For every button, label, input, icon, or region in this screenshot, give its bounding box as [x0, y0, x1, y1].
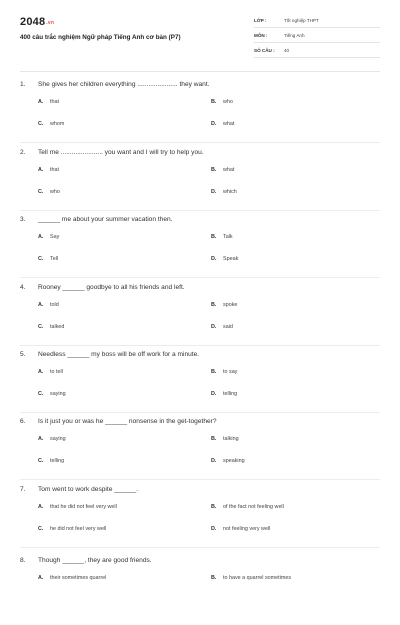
option-letter: C. — [38, 391, 44, 397]
question-text: Though ______, they are good friends. — [38, 557, 152, 564]
question-text: Tell me ....................... you want and I will try to help you. — [38, 149, 204, 156]
site-logo[interactable] — [20, 16, 54, 28]
question-text: Tom went to work despite ______. — [38, 486, 139, 493]
meta-class-label: LỚP : — [254, 18, 267, 23]
question-divider — [20, 277, 380, 278]
question-divider — [20, 547, 380, 548]
option-text: of the fact not feeling well — [223, 504, 284, 510]
option-letter: D. — [211, 526, 217, 532]
option-text: telling — [223, 391, 238, 397]
question-number: 1. — [20, 81, 26, 88]
question-divider — [20, 412, 380, 413]
option-letter: C. — [38, 189, 44, 195]
meta-count-value: 40 — [284, 48, 290, 53]
option-text: whom — [50, 121, 65, 127]
option-text: talked — [50, 324, 65, 330]
option-text: told — [50, 302, 59, 308]
question-text: She gives her children everything ...................... they want. — [38, 81, 210, 88]
option-letter: B. — [211, 167, 217, 173]
question-4 — [20, 284, 380, 352]
question-text: ______ me about your summer vacation then. — [38, 216, 173, 223]
option-text: speaking — [223, 458, 245, 464]
option-text: to have a quarrel sometimes — [223, 575, 292, 581]
question-text: Is it just you or was he ______ nonsense in the get-together? — [38, 418, 217, 425]
option-letter: B. — [211, 99, 217, 105]
option-letter: C. — [38, 458, 44, 464]
option-text: talking — [223, 436, 239, 442]
option-letter: A. — [38, 436, 44, 442]
logo-suffix: .vn — [46, 20, 55, 26]
option-letter: B. — [211, 575, 217, 581]
option-letter: B. — [211, 234, 217, 240]
question-8 — [20, 557, 380, 625]
option-letter: A. — [38, 302, 44, 308]
question-5 — [20, 351, 380, 419]
option-text: that — [50, 99, 59, 105]
option-text: that he did not feel very well — [50, 504, 117, 510]
option-letter: A. — [38, 167, 44, 173]
option-text: to tell — [50, 369, 63, 375]
option-letter: C. — [38, 526, 44, 532]
meta-subject-label: MÔN : — [254, 33, 268, 38]
option-letter: B. — [211, 436, 217, 442]
question-number: 7. — [20, 486, 26, 493]
option-letter: A. — [38, 369, 44, 375]
option-letter: C. — [38, 121, 44, 127]
option-letter: D. — [211, 256, 217, 262]
option-text: telling — [50, 458, 65, 464]
question-number: 5. — [20, 351, 26, 358]
option-letter: D. — [211, 189, 217, 195]
option-letter: A. — [38, 504, 44, 510]
option-text: which — [223, 189, 237, 195]
option-letter: A. — [38, 575, 44, 581]
question-divider — [20, 142, 380, 143]
option-letter: D. — [211, 121, 217, 127]
header-divider — [20, 71, 380, 72]
option-text: what — [223, 167, 235, 173]
option-letter: B. — [211, 302, 217, 308]
meta-count-label: SỐ CÂU : — [254, 48, 275, 53]
question-number: 2. — [20, 149, 26, 156]
meta-count-row — [254, 44, 380, 58]
question-number: 8. — [20, 557, 26, 564]
question-7 — [20, 486, 380, 554]
option-text: not feeling very well — [223, 526, 271, 532]
option-text: Speak — [223, 256, 239, 262]
meta-subject-value: Tiếng Anh — [284, 33, 305, 38]
option-letter: D. — [211, 458, 217, 464]
option-text: who — [223, 99, 233, 105]
option-text: Say — [50, 234, 60, 240]
option-letter: A. — [38, 234, 44, 240]
question-6 — [20, 418, 380, 486]
question-3 — [20, 216, 380, 284]
question-1 — [20, 81, 380, 149]
question-number: 3. — [20, 216, 26, 223]
option-letter: C. — [38, 256, 44, 262]
option-text: to say — [223, 369, 238, 375]
option-letter: A. — [38, 99, 44, 105]
option-text: saying — [50, 391, 66, 397]
question-2 — [20, 149, 380, 217]
logo-text: 2048 — [20, 16, 46, 28]
meta-subject-row — [254, 29, 380, 43]
option-text: that — [50, 167, 59, 173]
meta-class-row — [254, 14, 380, 28]
question-divider — [20, 479, 380, 480]
meta-class-value: Tốt nghiệp THPT — [284, 18, 319, 23]
option-letter: C. — [38, 324, 44, 330]
question-divider — [20, 345, 380, 346]
question-number: 6. — [20, 418, 26, 425]
option-text: said — [223, 324, 233, 330]
option-text: he did not feel very well — [50, 526, 107, 532]
document-header — [0, 0, 400, 66]
option-text: their sometimes quarrel — [50, 575, 107, 581]
question-divider — [20, 210, 380, 211]
option-text: saying — [50, 436, 66, 442]
option-text: Tell — [50, 256, 59, 262]
document-title: 400 câu trắc nghiệm Ngữ pháp Tiếng Anh cơ bản (P7) — [20, 34, 181, 41]
option-letter: B. — [211, 504, 217, 510]
option-letter: B. — [211, 369, 217, 375]
option-text: who — [50, 189, 60, 195]
option-text: what — [223, 121, 235, 127]
option-text: Talk — [223, 234, 233, 240]
option-letter: D. — [211, 324, 217, 330]
question-number: 4. — [20, 284, 26, 291]
question-text: Rooney ______ goodbye to all his friends and left. — [38, 284, 185, 291]
question-text: Needless ______ my boss will be off work for a minute. — [38, 351, 200, 358]
option-letter: D. — [211, 391, 217, 397]
option-text: spoke — [223, 302, 238, 308]
